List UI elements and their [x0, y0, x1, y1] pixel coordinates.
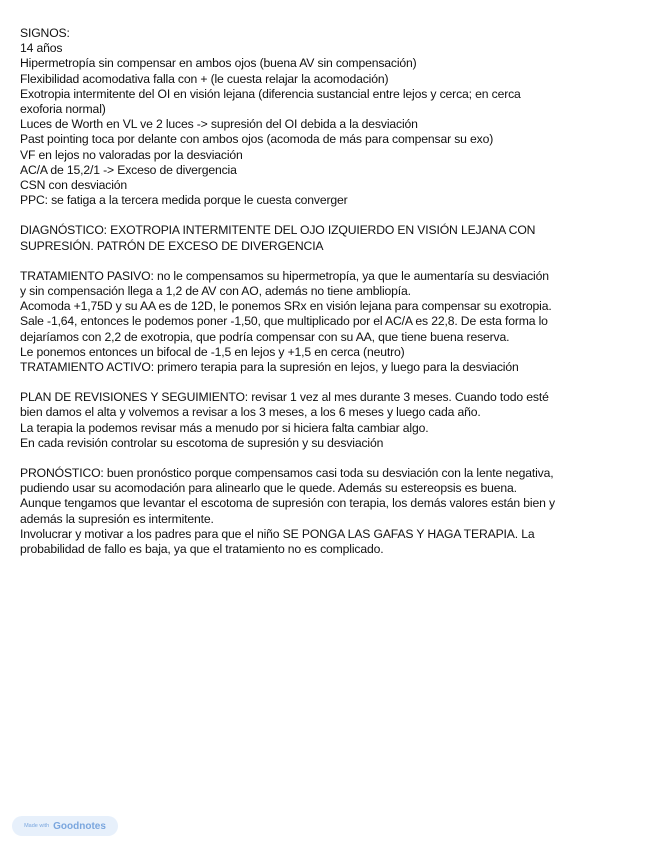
signos-line: CSN con desviación [20, 178, 128, 193]
section-gap [20, 208, 632, 223]
diagnostico-section [20, 223, 632, 253]
goodnotes-logo: Goodnotes [53, 820, 106, 832]
pronostico-line: pudiendo usar su acomodación para alinearlo que le quede. Además su estereopsis es buena. [20, 481, 517, 496]
tratamiento-section [20, 269, 632, 375]
tratamiento-line: Acomoda +1,75D y su AA es de 12D, le ponemos SRx en visión lejana para compensar su exotropia. [20, 299, 552, 314]
signos-line: exoforia normal) [20, 102, 106, 117]
section-gap [20, 375, 632, 390]
signos-line: Past pointing toca por delante con ambos ojos (acomoda de más para compensar su exo) [20, 132, 494, 147]
section-gap [20, 451, 632, 466]
revisiones-line: La terapia la podemos revisar más a menudo por si hiciera falta cambiar algo. [20, 420, 429, 435]
signos-line: Luces de Worth en VL ve 2 luces -> supresión del OI debida a la desviación [20, 117, 418, 132]
signos-line: PPC: se fatiga a la tercera medida porque le cuesta converger [20, 193, 348, 208]
pronostico-line: Aunque tengamos que levantar el escotoma de supresión con terapia, los demás valores están bien y [20, 496, 555, 511]
revisiones-line: bien damos el alta y volvemos a revisar a los 3 meses, a los 6 meses y luego cada año. [20, 405, 481, 420]
signos-line: AC/A de 15,2/1 -> Exceso de divergencia [20, 162, 237, 177]
signos-line: VF en lejos no valoradas por la desviación [20, 147, 243, 162]
pronostico-line: además la supresión es intermitente. [20, 511, 214, 526]
pronostico-line: Involucrar y motivar a los padres para que el niño SE PONGA LAS GAFAS Y HAGA TERAPIA. La [20, 526, 535, 541]
signos-line: Hipermetropía sin compensar en ambos ojos (buena AV sin compensación) [20, 56, 417, 71]
revisiones-section [20, 390, 632, 451]
pronostico-line: probabilidad de fallo es baja, ya que el tratamiento no es complicado. [20, 542, 384, 557]
tratamiento-line: Le ponemos entonces un bifocal de -1,5 en lejos y +1,5 en cerca (neutro) [20, 344, 405, 359]
signos-line: Flexibilidad acomodativa falla con + (le cuesta relajar la acomodación) [20, 71, 389, 86]
signos-section [20, 26, 632, 208]
note-page [20, 26, 632, 557]
badge-made-with-label: Made with [24, 823, 50, 829]
revisiones-line: En cada revisión controlar su escotoma de supresión y su desviación [20, 435, 384, 450]
diagnostico-line: DIAGNÓSTICO: EXOTROPIA INTERMITENTE DEL OJO IZQUIERDO EN VISIÓN LEJANA CON [20, 223, 536, 238]
tratamiento-line: TRATAMIENTO PASIVO: no le compensamos su hipermetropía, ya que le aumentaría su desviación [20, 268, 549, 283]
diagnostico-line: SUPRESIÓN. PATRÓN DE EXCESO DE DIVERGENCIA [20, 238, 324, 253]
signos-line: Exotropia intermitente del OI en visión lejana (diferencia sustancial entre lejos y cerca; en cerca [20, 86, 521, 101]
signos-heading: SIGNOS: [20, 26, 70, 40]
section-gap [20, 254, 632, 269]
tratamiento-line: dejaríamos con 2,2 de exotropia, que podría compensar con su AA, que tiene buena reserva. [20, 329, 510, 344]
signos-line: 14 años [20, 41, 63, 56]
revisiones-line: PLAN DE REVISIONES Y SEGUIMIENTO: revisar 1 vez al mes durante 3 meses. Cuando todo esté [20, 390, 549, 405]
tratamiento-line: Sale -1,64, entonces le podemos poner -1,50, que multiplicado por el AC/A es 22,8. De esta forma lo [20, 314, 548, 329]
pronostico-line: PRONÓSTICO: buen pronóstico porque compensamos casi toda su desviación con la lente negativa, [20, 466, 554, 481]
goodnotes-badge[interactable] [12, 816, 118, 836]
tratamiento-line: y sin compensación llega a 1,2 de AV con AO, además no tiene ambliopía. [20, 284, 411, 299]
tratamiento-line: TRATAMIENTO ACTIVO: primero terapia para la supresión en lejos, y luego para la desviación [20, 360, 519, 375]
pronostico-section [20, 466, 632, 557]
